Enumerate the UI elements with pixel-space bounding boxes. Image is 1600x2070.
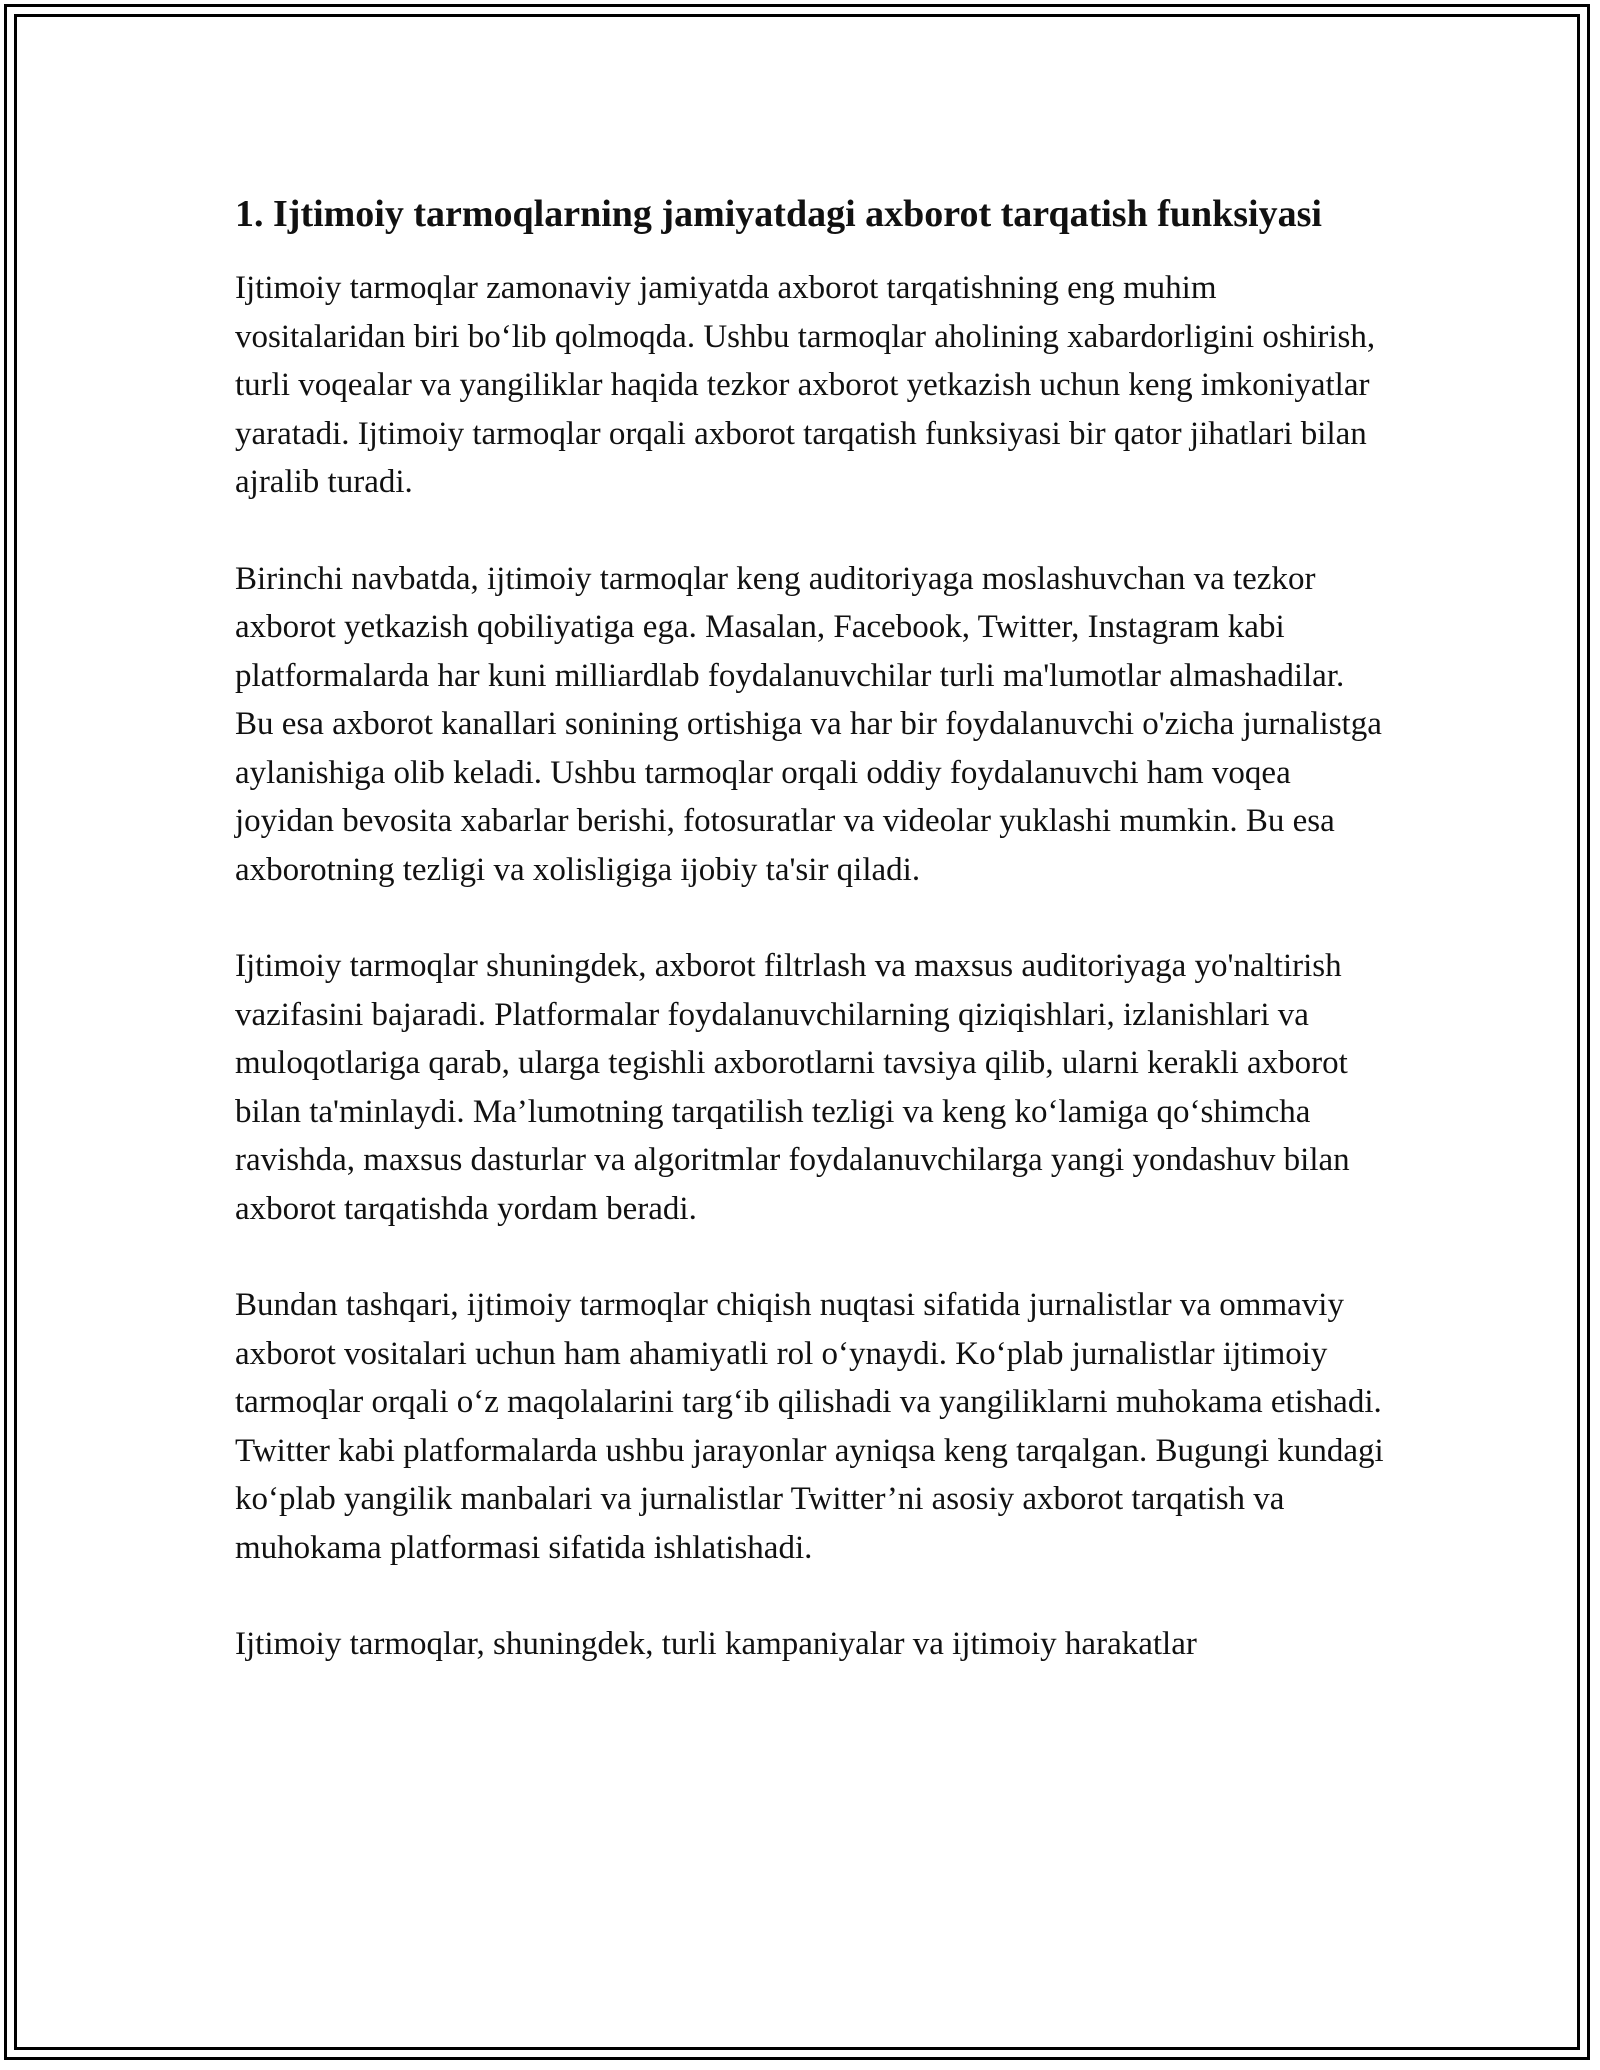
paragraph-5: Ijtimoiy tarmoqlar, shuningdek, turli kampaniyalar va ijtimoiy harakatlar [235, 1626, 1197, 1662]
paragraph-3: Ijtimoiy tarmoqlar shuningdek, axborot filtrlash va maxsus auditoriyaga yo'naltirish vazifasini bajaradi. Platformalar foydalanuvchilarning qiziqishlari, izlanishlari va muloqotlariga qarab, ularga tegishli axborotlarni tavsiya qilib, ularni kerakli axborot bilan ta'minlaydi. Ma’lumotning tarqatilish tezligi va keng ko‘lamiga qo‘shimcha ravishda, maxsus dasturlar va algoritmlar foydalanuvchilarga yangi yondashuv bilan axborot tarqatishda yordam beradi. [235, 948, 1350, 1227]
document-body [235, 187, 1385, 1717]
paragraph-2: Birinchi navbatda, ijtimoiy tarmoqlar keng auditoriyaga moslashuvchan va tezkor axborot yetkazish qobiliyatiga ega. Masalan, Facebook, Twitter, Instagram kabi platformalarda har kuni milliardlab foydalanuvchilar turli ma'lumotlar almashadilar. Bu esa axborot kanallari sonining ortishiga va har bir foydalanuvchi o'zicha jurnalistga aylanishiga olib keladi. Ushbu tarmoqlar orqali oddiy foydalanuvchi ham voqea joyidan bevosita xabarlar berishi, fotosuratlar va videolar yuklashi mumkin. Bu esa axborotning tezligi va xolisligiga ijobiy ta'sir qiladi. [235, 560, 1382, 888]
paragraph-1: Ijtimoiy tarmoqlar zamonaviy jamiyatda axborot tarqatishning eng muhim vositalaridan biri bo‘lib qolmoqda. Ushbu tarmoqlar aholining xabardorligini oshirish, turli voqealar va yangiliklar haqida tezkor axborot yetkazish uchun keng imkoniyatlar yaratadi. Ijtimoiy tarmoqlar orqali axborot tarqatish funksiyasi bir qator jihatlari bilan ajralib turadi. [235, 270, 1376, 500]
paragraph-4: Bundan tashqari, ijtimoiy tarmoqlar chiqish nuqtasi sifatida jurnalistlar va ommaviy axborot vositalari uchun ham ahamiyatli rol o‘ynaydi. Ko‘plab jurnalistlar ijtimoiy tarmoqlar orqali o‘z maqolalarini targ‘ib qilishadi va yangiliklarni muhokama etishadi. Twitter kabi platformalarda ushbu jarayonlar ayniqsa keng tarqalgan. Bugungi kundagi ko‘plab yangilik manbalari va jurnalistlar Twitter’ni asosiy axborot tarqatish va muhokama platformasi sifatida ishlatishadi. [235, 1287, 1384, 1566]
section-heading: 1. Ijtimoiy tarmoqlarning jamiyatdagi axborot tarqatish funksiyasi [235, 193, 1322, 235]
